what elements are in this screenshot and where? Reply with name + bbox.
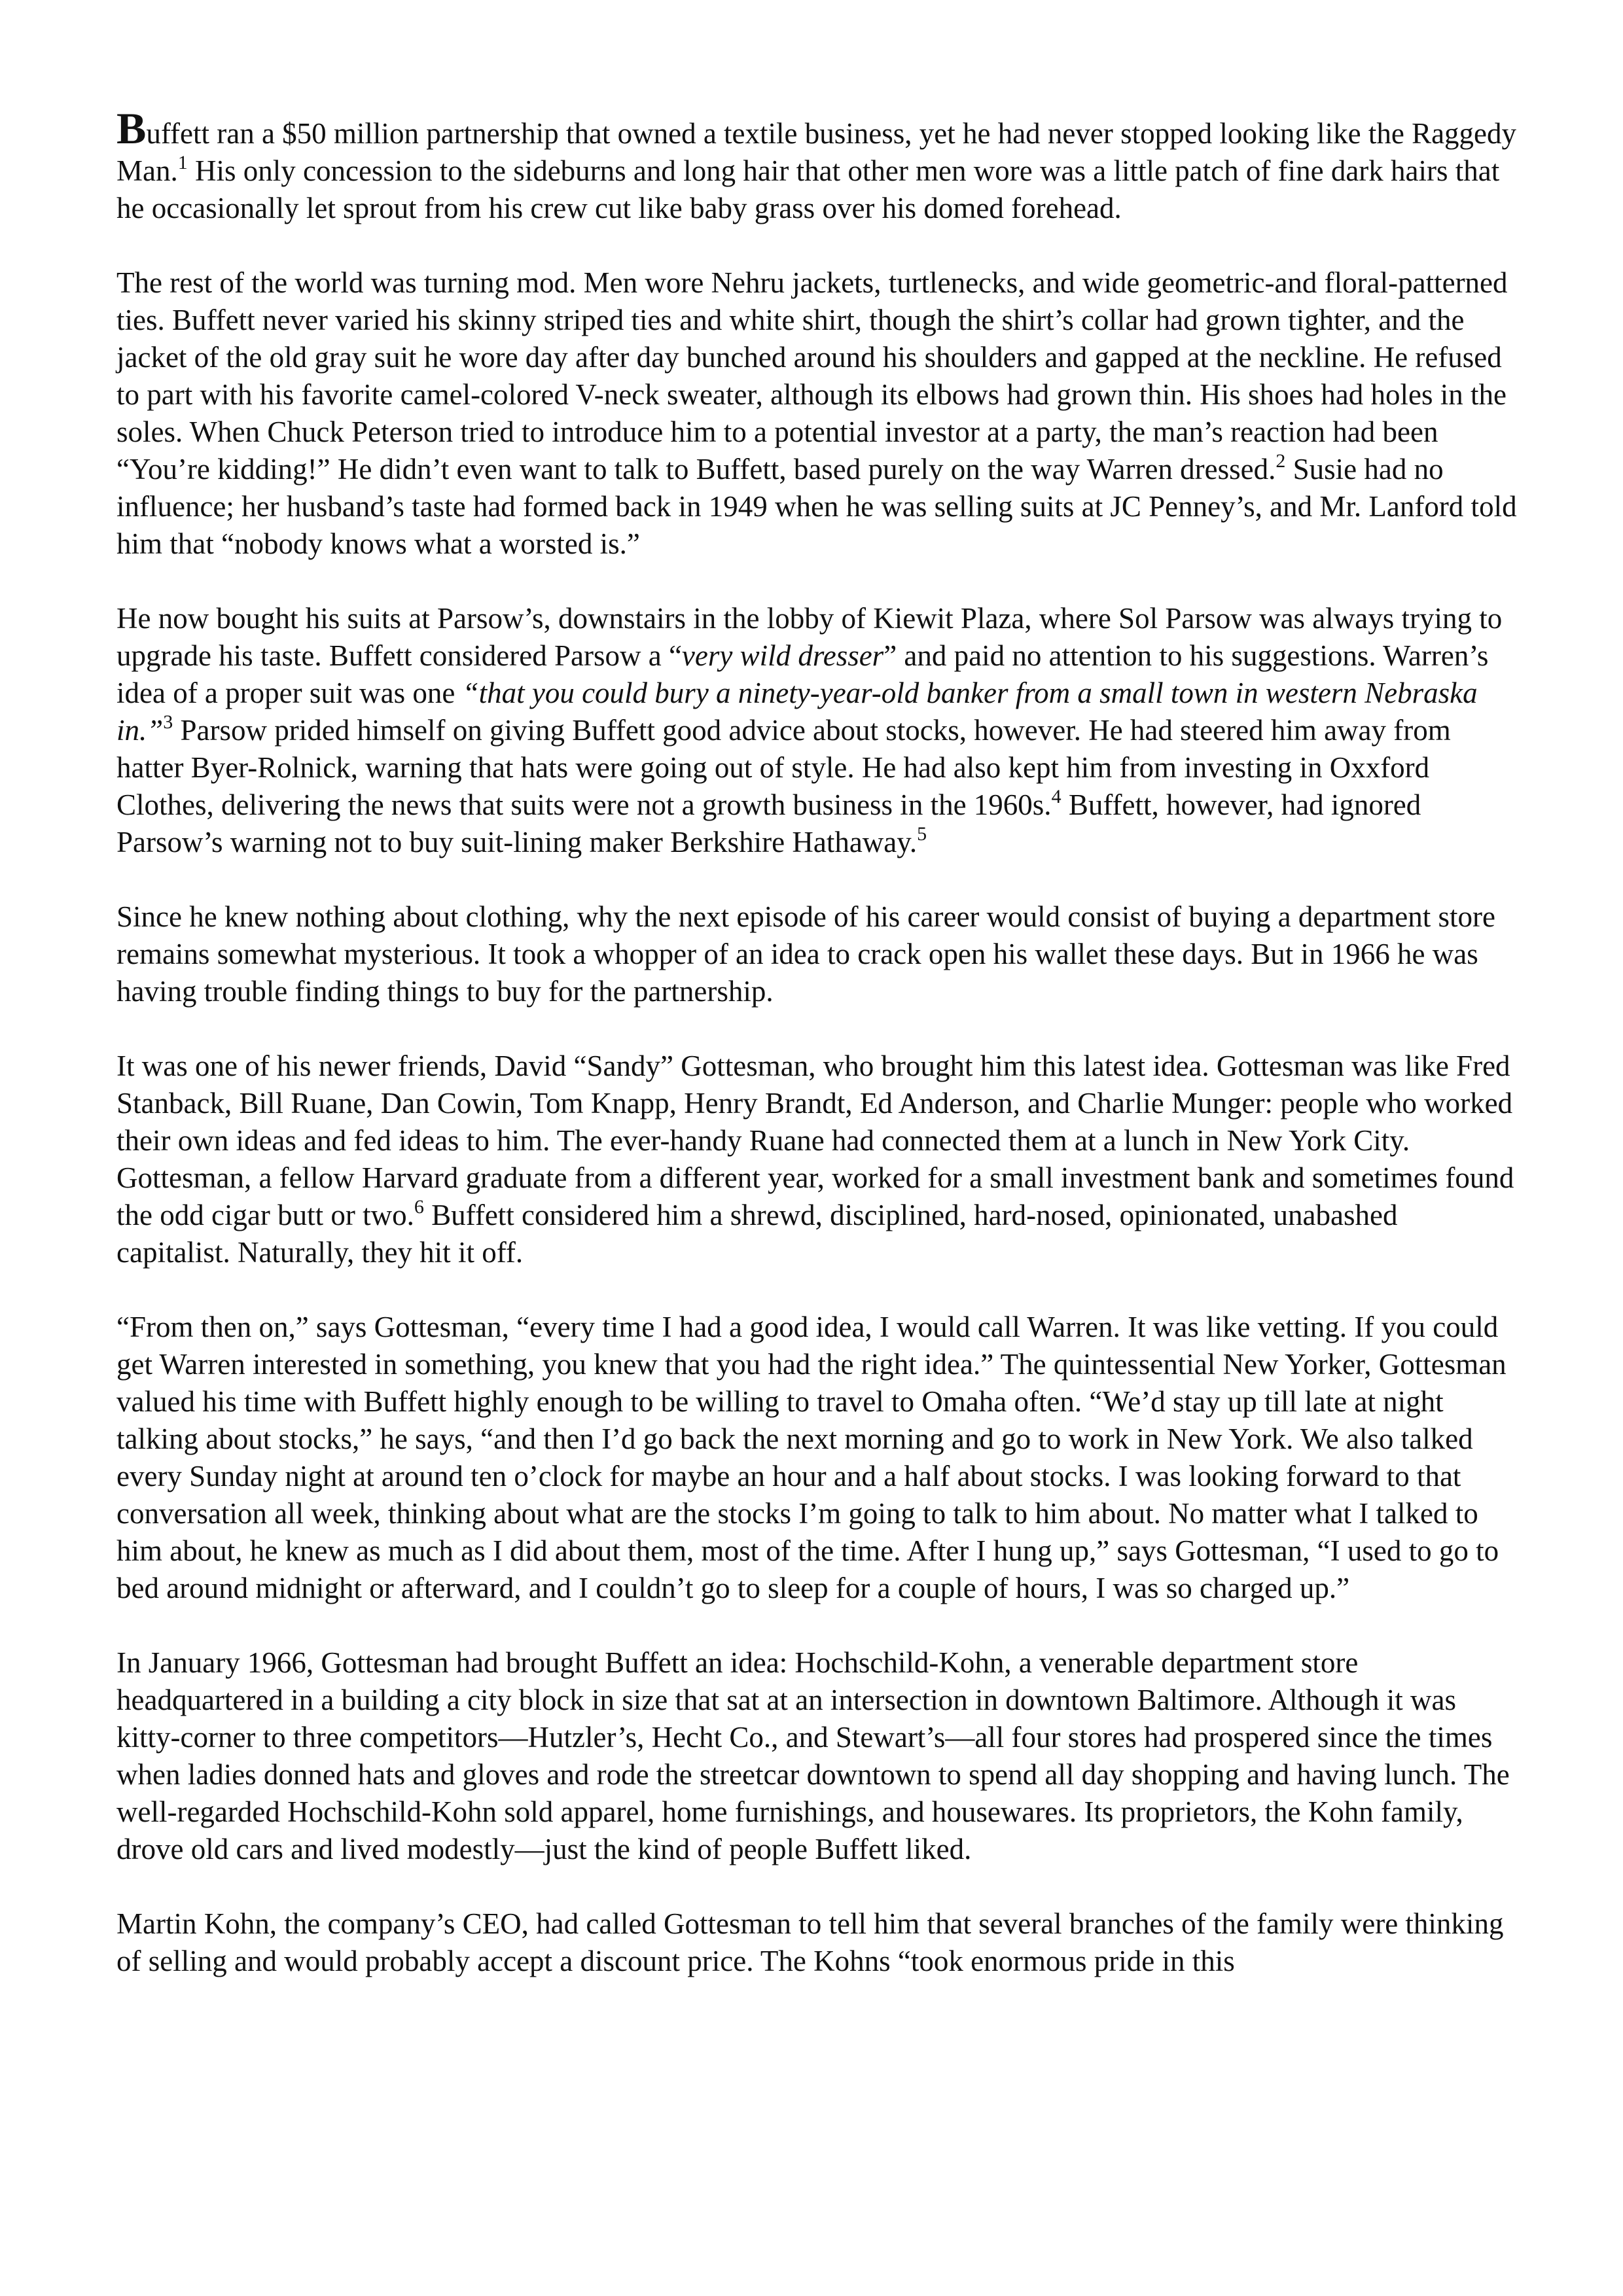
italic-quote: “that you could bury a ninety-year-old banker from a small town in western Nebraska in.” (116, 677, 1478, 747)
text-run: “From then on,” says Gottesman, “every time I had a good idea, I would call Warren. It was like vetting. If you could get Warren interested in something, you knew that you had the right idea.” The quintessential New Yorker, Gottesman valued his time with Buffett highly enough to be willing to travel to Omaha often. “We’d stay up till late at night talking about stocks,” he says, “and then I’d go back the next morning and go to work in New York. We also talked every Sunday night at around ten o’clock for maybe an hour and a half about stocks. I was looking forward to that conversation all week, thinking about what are the stocks I’m going to talk to him about. No matter what I talked to him about, he knew as much as I did about them, most of the time. After I hung up,” says Gottesman, “I used to go to bed around midnight or afterward, and I couldn’t go to sleep for a couple of hours, I was so charged up.” (116, 1311, 1507, 1604)
footnote-marker: 6 (414, 1196, 424, 1218)
document-page (116, 103, 1517, 1980)
italic-quote: very wild dresser (681, 639, 884, 672)
body-text (116, 103, 1517, 1980)
paragraph (116, 600, 1517, 861)
footnote-marker: 4 (1051, 786, 1061, 807)
text-run: The rest of the world was turning mod. Men wore Nehru jackets, turtlenecks, and wide geometric-and floral-patterned ties. Buffett never varied his skinny striped ties and white shirt, though the shirt’s collar had grown tighter, and the jacket of the old gray suit he wore day after day bunched around his shoulders and gapped at the neckline. He refused to part with his favorite camel-colored V-neck sweater, although its elbows had grown thin. His shoes had holes in the soles. When Chuck Peterson tried to introduce him to a potential investor at a party, the man’s reaction had been “You’re kidding!” He didn’t even want to talk to Buffett, based purely on the way Warren dressed. (116, 266, 1508, 486)
text-run: His only concession to the sideburns and long hair that other men wore was a little patch of fine dark hairs that he occasionally let sprout from his crew cut like baby grass over his domed forehead. (116, 154, 1500, 224)
text-run: ” and paid no attention to his suggestions. Warren’s idea of a proper suit was one (116, 639, 1489, 709)
paragraph (116, 103, 1517, 227)
text-run: Susie had no influence; her husband’s taste had formed back in 1949 when he was selling suits at JC Penney’s, and Mr. Lanford told him that “nobody knows what a worsted is.” (116, 453, 1517, 560)
text-run: In January 1966, Gottesman had brought Buffett an idea: Hochschild-Kohn, a venerable department store headquartered in a building a city block in size that sat at an intersection in downtown Baltimore. Although it was kitty-corner to three competitors—Hutzler’s, Hecht Co., and Stewart’s—all four stores had prospered since the times when ladies donned hats and gloves and rode the streetcar downtown to spend all day shopping and having lunch. The well-regarded Hochschild-Kohn sold apparel, home furnishings, and housewares. Its proprietors, the Kohn family, drove old cars and lived modestly—just the kind of people Buffett liked. (116, 1646, 1510, 1865)
paragraph (116, 1309, 1517, 1607)
text-run: Martin Kohn, the company’s CEO, had called Gottesman to tell him that several branches of the family were thinking of selling and would probably accept a discount price. The Kohns “took enormous pride in this (116, 1907, 1504, 1977)
text-run: Parsow prided himself on giving Buffett good advice about stocks, however. He had steered him away from hatter Byer-Rolnick, warning that hats were going out of style. He had also kept him from investing in Oxxford Clothes, delivering the news that suits were not a growth business in the 1960s. (116, 714, 1451, 821)
text-run: Buffett considered him a shrewd, disciplined, hard-nosed, opinionated, unabashed capitalist. Naturally, they hit it off. (116, 1199, 1398, 1269)
paragraph (116, 264, 1517, 563)
footnote-marker: 3 (163, 711, 173, 733)
drop-cap: B (116, 103, 147, 153)
text-run: He now bought his suits at Parsow’s, downstairs in the lobby of Kiewit Plaza, where Sol Parsow was always trying to upgrade his taste. Buffett considered Parsow a “ (116, 602, 1503, 672)
footnote-marker: 5 (917, 823, 927, 845)
footnote-marker: 1 (177, 152, 188, 173)
paragraph (116, 1048, 1517, 1271)
text-run: uffett ran a $50 million partnership that owned a textile business, yet he had never stopped looking like the Raggedy Man. (116, 117, 1517, 187)
paragraph (116, 1905, 1517, 1980)
text-run: Since he knew nothing about clothing, why the next episode of his career would consist of buying a department store remains somewhat mysterious. It took a whopper of an idea to crack open his wallet these days. But in 1966 he was having trouble finding things to buy for the partnership. (116, 900, 1496, 1008)
footnote-marker: 2 (1275, 450, 1286, 472)
text-run: Buffett, however, had ignored Parsow’s warning not to buy suit-lining maker Berkshire Hathaway. (116, 788, 1421, 858)
paragraph (116, 1644, 1517, 1868)
paragraph (116, 898, 1517, 1010)
text-run: It was one of his newer friends, David “Sandy” Gottesman, who brought him this latest idea. Gottesman was like Fred Stanback, Bill Ruane, Dan Cowin, Tom Knapp, Henry Brandt, Ed Anderson, and Charlie Munger: people who worked their own ideas and fed ideas to him. The ever-handy Ruane had connected them at a lunch in New York City. Gottesman, a fellow Harvard graduate from a different year, worked for a small investment bank and sometimes found the odd cigar butt or two. (116, 1050, 1514, 1231)
